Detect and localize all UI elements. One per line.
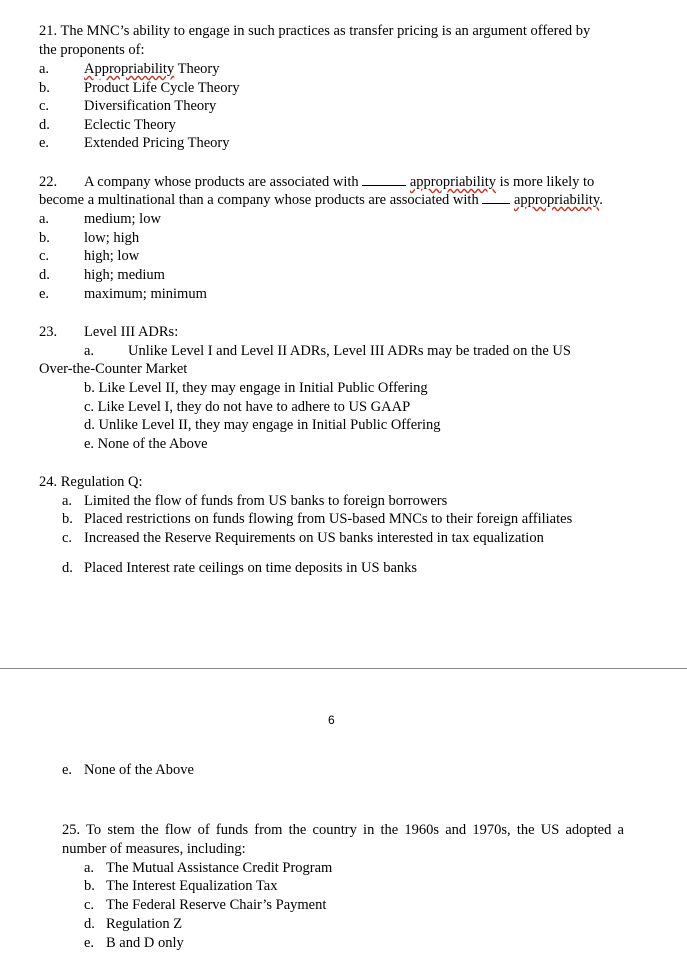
q21-option-a: Appropriability Theory (84, 61, 220, 77)
q24-option-e-letter: e. (62, 762, 73, 778)
q22-option-e: maximum; minimum (84, 286, 207, 302)
q22-option-a-letter: a. (39, 211, 50, 227)
q22-option-d-letter: d. (39, 267, 50, 283)
q25-stem-line2: number of measures, including: (62, 841, 246, 857)
q21-option-a-letter: a. (39, 61, 50, 77)
q25-option-b: The Interest Equalization Tax (106, 878, 278, 894)
q25-option-b-letter: b. (84, 878, 95, 894)
q21-option-e: Extended Pricing Theory (84, 135, 230, 151)
q25-option-a-letter: a. (84, 860, 95, 876)
q25-option-a: The Mutual Assistance Credit Program (106, 860, 333, 876)
q23-option-b: b. Like Level II, they may engage in Initial Public Offering (84, 380, 428, 396)
q24-stem: 24. Regulation Q: (39, 474, 143, 490)
q22-option-c: high; low (84, 248, 140, 264)
q25-option-d: Regulation Z (106, 916, 183, 932)
q22-option-b-letter: b. (39, 230, 50, 246)
q25-option-e: B and D only (106, 935, 184, 951)
q24-option-a: Limited the flow of funds from US banks to foreign borrowers (84, 493, 448, 509)
q21-option-d: Eclectic Theory (84, 117, 176, 133)
q24-option-b-letter: b. (62, 511, 73, 527)
spellcheck-word: appropriability (513, 192, 600, 208)
q21-option-c-letter: c. (39, 98, 50, 114)
q22-option-b: low; high (84, 230, 140, 246)
page-break-divider (0, 668, 687, 669)
q21-option-b-letter: b. (39, 80, 50, 96)
q24-option-e: None of the Above (84, 762, 194, 778)
q25-stem-line1: 25. To stem the flow of funds from the country in the 1960s and 1970s, the US adopted a (62, 822, 624, 838)
q21-option-c: Diversification Theory (84, 98, 217, 114)
spellcheck-word: appropriability (409, 174, 497, 190)
q24-option-d: Placed Interest rate ceilings on time deposits in US banks (84, 560, 418, 576)
q21-stem-line1: 21. The MNC’s ability to engage in such practices as transfer pricing is an argument offered by (39, 23, 591, 39)
q23-stem: Level III ADRs: (84, 324, 179, 340)
q24-option-c: Increased the Reserve Requirements on US banks interested in tax equalization (84, 530, 544, 546)
q25-option-e-letter: e. (84, 935, 95, 951)
q22-option-a: medium; low (84, 211, 161, 227)
q21-option-d-letter: d. (39, 117, 50, 133)
fill-blank (362, 184, 406, 186)
q21-option-e-letter: e. (39, 135, 50, 151)
q23-option-a-cont: Over-the-Counter Market (39, 361, 188, 377)
q21-stem-line2: the proponents of: (39, 42, 145, 58)
q23-option-c: c. Like Level I, they do not have to adhere to US GAAP (84, 399, 411, 415)
q25-option-d-letter: d. (84, 916, 95, 932)
spellcheck-word: Appropriability (84, 61, 175, 77)
q24-option-c-letter: c. (62, 530, 73, 546)
fill-blank (482, 202, 510, 204)
page-number: 6 (328, 713, 335, 727)
q23-option-d: d. Unlike Level II, they may engage in Initial Public Offering (84, 417, 441, 433)
q24-option-d-letter: d. (62, 560, 73, 576)
q22-option-e-letter: e. (39, 286, 50, 302)
q24-option-a-letter: a. (62, 493, 73, 509)
q25-option-c: The Federal Reserve Chair’s Payment (106, 897, 327, 913)
q23-number: 23. (39, 324, 58, 340)
q22-stem-line1: A company whose products are associated with appropriability is more likely to (84, 174, 595, 190)
q25-option-c-letter: c. (84, 897, 95, 913)
q23-option-a: Unlike Level I and Level II ADRs, Level III ADRs may be traded on the US (128, 343, 571, 359)
q22-stem-line2: become a multinational than a company whose products are associated with appropriability. (39, 192, 603, 208)
q22-option-d: high; medium (84, 267, 165, 283)
q23-option-e: e. None of the Above (84, 436, 208, 452)
q23-option-a-letter: a. (84, 343, 95, 359)
q21-option-b: Product Life Cycle Theory (84, 80, 240, 96)
q22-option-c-letter: c. (39, 248, 50, 264)
q22-number: 22. (39, 174, 58, 190)
q24-option-b: Placed restrictions on funds flowing from US-based MNCs to their foreign affiliates (84, 511, 573, 527)
